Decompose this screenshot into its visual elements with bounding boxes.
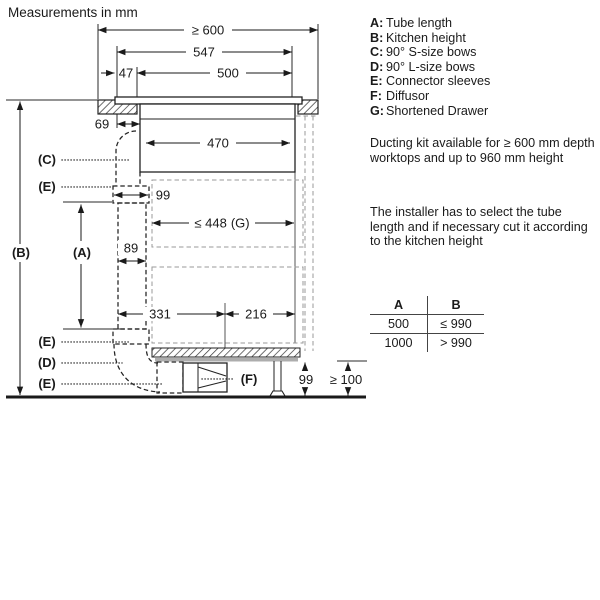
- svg-text:47: 47: [118, 65, 134, 81]
- dim-outlet-to-edge: [225, 307, 295, 322]
- callout-sleeve-end: [38, 376, 162, 391]
- legend-item: E: Connector sleeves: [370, 74, 491, 89]
- col-header-b: B: [428, 296, 485, 315]
- svg-text:(C): (C): [37, 152, 57, 167]
- svg-text:(E): (E): [38, 179, 56, 194]
- svg-text:(E): (E): [38, 376, 56, 391]
- svg-text:≥ 600: ≥ 600: [191, 22, 225, 38]
- connector-sleeve-end: [157, 362, 183, 393]
- dim-sleeve-width: [114, 188, 170, 203]
- legend-item: D: 90° L-size bows: [370, 59, 476, 74]
- dimensions: [12, 23, 367, 396]
- svg-text:≥ 100: ≥ 100: [329, 372, 363, 387]
- callout-l-bow: [38, 355, 122, 370]
- col-header-a: A: [370, 296, 428, 315]
- dim-tube-length-A: [63, 202, 123, 329]
- diffusor: [183, 363, 227, 392]
- dim-worktop-depth: [98, 23, 318, 38]
- svg-text:89: 89: [123, 240, 139, 256]
- hob-glass: [115, 97, 302, 104]
- tube: [118, 203, 146, 329]
- table-header-row: [370, 296, 484, 315]
- tube-length-table: [370, 296, 484, 352]
- dim-plinth-height: [299, 363, 313, 396]
- svg-text:99: 99: [298, 372, 314, 387]
- duct-run: [155, 358, 298, 362]
- svg-text:(A): (A): [72, 245, 92, 260]
- cabinet-interior: [152, 267, 303, 343]
- svg-text:(F): (F): [240, 371, 258, 387]
- svg-text:500: 500: [217, 65, 239, 81]
- svg-text:331: 331: [149, 306, 171, 322]
- callout-sleeve-bottom: [38, 334, 130, 349]
- legend-item: F: Diffusor: [370, 88, 430, 103]
- dim-drawer-length: [152, 216, 294, 231]
- legend-item: C: 90° S-size bows: [370, 45, 477, 60]
- dim-duct-to-outlet: [118, 307, 225, 322]
- callout-sleeve-top: [38, 179, 112, 194]
- installation-diagram: [0, 0, 380, 420]
- dim-tube-width: [118, 240, 146, 261]
- svg-text:(D): (D): [37, 355, 57, 370]
- legend-item: B: Kitchen height: [370, 30, 466, 45]
- dim-glass-width: [117, 45, 292, 60]
- drawer-zone: [152, 180, 303, 247]
- page-title: Measurements in mm: [8, 5, 138, 20]
- svg-text:(E): (E): [38, 334, 56, 349]
- legend-item: G: Shortened Drawer: [370, 103, 489, 118]
- svg-text:(B): (B): [11, 245, 31, 260]
- worktop-hob: [98, 97, 318, 172]
- legend: [370, 16, 596, 118]
- table-row: 1000 > 990: [370, 334, 484, 353]
- cabinet-shelf: [152, 348, 300, 357]
- svg-text:69: 69: [94, 116, 110, 132]
- svg-text:≤ 448(G): ≤ 448 (G): [194, 215, 250, 231]
- svg-text:547: 547: [193, 44, 215, 60]
- legend-item: A: Tube length: [370, 16, 453, 30]
- adjustable-foot: [270, 361, 285, 396]
- dim-kitchen-height-B: [12, 102, 30, 396]
- svg-text:99: 99: [155, 187, 171, 203]
- note-ducting-kit: Ducting kit available for ≥ 600 mm depth worktops and up to 960 mm height: [370, 136, 595, 165]
- dim-plinth-min: [330, 361, 367, 396]
- svg-text:470: 470: [207, 135, 229, 151]
- dim-cutout-width: [137, 66, 292, 81]
- table-row: 500 ≤ 990: [370, 315, 484, 334]
- note-installer: The installer has to select the tube length and if necessary cut it according to the kitchen height: [370, 205, 588, 249]
- svg-text:216: 216: [245, 306, 267, 322]
- s-bow: [116, 131, 136, 186]
